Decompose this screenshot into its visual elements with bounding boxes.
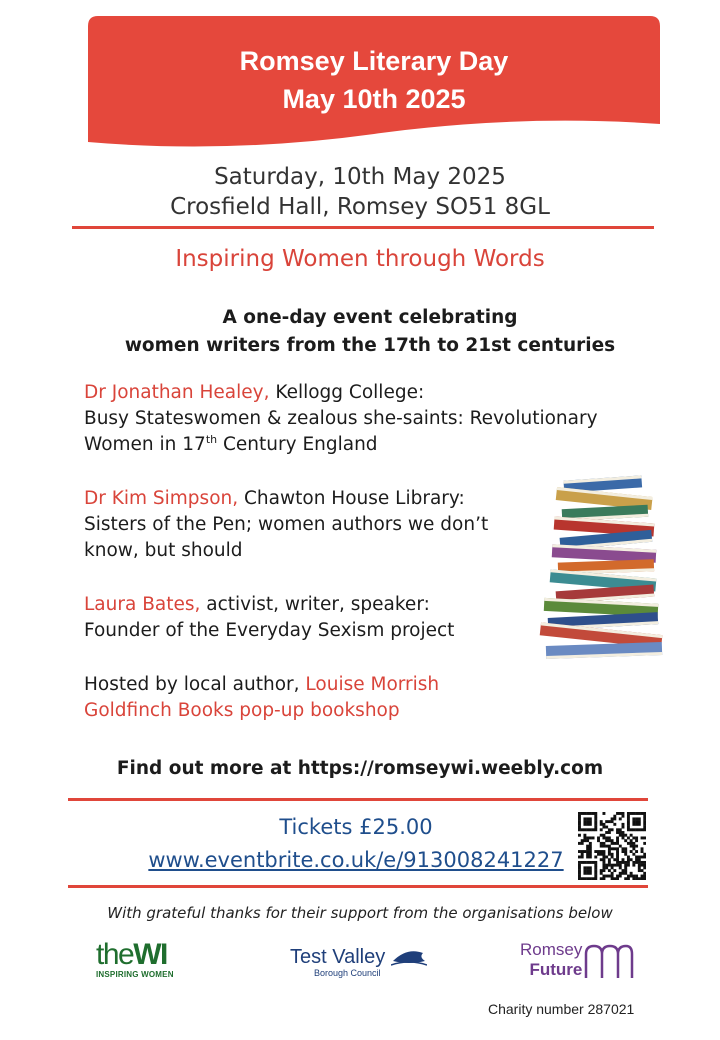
test-valley-sub: Borough Council: [314, 968, 381, 978]
wi-strapline: INSPIRING WOMEN: [96, 970, 174, 979]
qr-code: [578, 812, 646, 880]
intro-text: [0, 304, 720, 360]
talk-title-line-2: know, but should: [84, 540, 243, 561]
wi-logo: [96, 940, 174, 979]
rf-line-2: Future: [529, 960, 583, 979]
speaker-heading: [84, 592, 524, 618]
divider-tickets-bottom: [68, 885, 648, 888]
speaker-heading: [84, 380, 644, 406]
event-details: [0, 162, 720, 222]
talk-text: Century England: [217, 434, 378, 455]
intro-line-1: A one-day event celebrating: [222, 307, 518, 328]
talk-title-line-2: [84, 432, 644, 458]
talk-title-line-1: Founder of the Everyday Sexism project: [84, 620, 455, 641]
tagline: Inspiring Women through Words: [175, 246, 545, 272]
title-banner: [88, 16, 660, 150]
bookshop: Goldfinch Books pop-up bookshop: [84, 700, 400, 721]
romsey-future-logo: [520, 940, 634, 980]
arches-icon: [582, 940, 634, 980]
speaker-bates: [84, 592, 524, 644]
host-line: [84, 672, 524, 698]
romsey-future-wordmark: [520, 940, 582, 980]
speaker-name: Dr Jonathan Healey,: [84, 382, 270, 403]
host-prefix: Hosted by local author,: [84, 674, 306, 695]
fish-icon: [391, 945, 427, 967]
intro-line-2: women writers from the 17th to 21st centuries: [124, 335, 616, 356]
banner-line-1: Romsey Literary Day: [239, 46, 509, 76]
book-stack-illustration: [534, 472, 672, 668]
speaker-healey: [84, 380, 644, 458]
ticket-price: Tickets £25.00: [279, 815, 433, 839]
talk-text: Women in 17: [84, 434, 206, 455]
charity-number: Charity number 287021: [488, 1001, 635, 1017]
test-valley-wordmark: [290, 945, 427, 968]
test-valley-name: Test Valley: [290, 946, 386, 968]
superscript: th: [205, 432, 218, 446]
rf-line-1: Romsey: [520, 940, 583, 959]
speaker-name: Laura Bates,: [84, 594, 201, 615]
host-name: Louise Morrish: [305, 674, 440, 695]
speaker-affiliation: activist, writer, speaker:: [200, 594, 430, 615]
talk-title-line-1: Busy Stateswomen & zealous she-saints: Revolutionary: [84, 408, 598, 429]
wi-the: the: [96, 938, 134, 971]
speaker-simpson: [84, 486, 524, 564]
banner-line-2: May 10th 2025: [282, 84, 466, 114]
speaker-name: Dr Kim Simpson,: [84, 488, 239, 509]
books-icon: [534, 472, 672, 668]
event-venue: Crosfield Hall, Romsey SO51 8GL: [170, 194, 550, 220]
banner-title: [88, 42, 660, 118]
speaker-affiliation: Chawton House Library:: [238, 488, 465, 509]
wi-wordmark: [96, 940, 174, 970]
find-out-more: Find out more at https://romseywi.weebly.com: [116, 758, 604, 779]
event-date: Saturday, 10th May 2025: [214, 164, 506, 190]
host-info: [84, 672, 524, 724]
ticket-link[interactable]: www.eventbrite.co.uk/e/913008241227: [148, 848, 564, 872]
wi-letters: WI: [133, 938, 167, 971]
divider-top: [72, 226, 654, 229]
talk-title-line-1: Sisters of the Pen; women authors we don’t: [84, 514, 489, 535]
thanks-note: With grateful thanks for their support from the organisations below: [107, 904, 613, 922]
test-valley-logo: [290, 945, 427, 978]
speaker-heading: [84, 486, 524, 512]
speaker-affiliation: Kellogg College:: [269, 382, 425, 403]
qr-code-icon: [578, 812, 646, 880]
divider-tickets-top: [68, 798, 648, 801]
